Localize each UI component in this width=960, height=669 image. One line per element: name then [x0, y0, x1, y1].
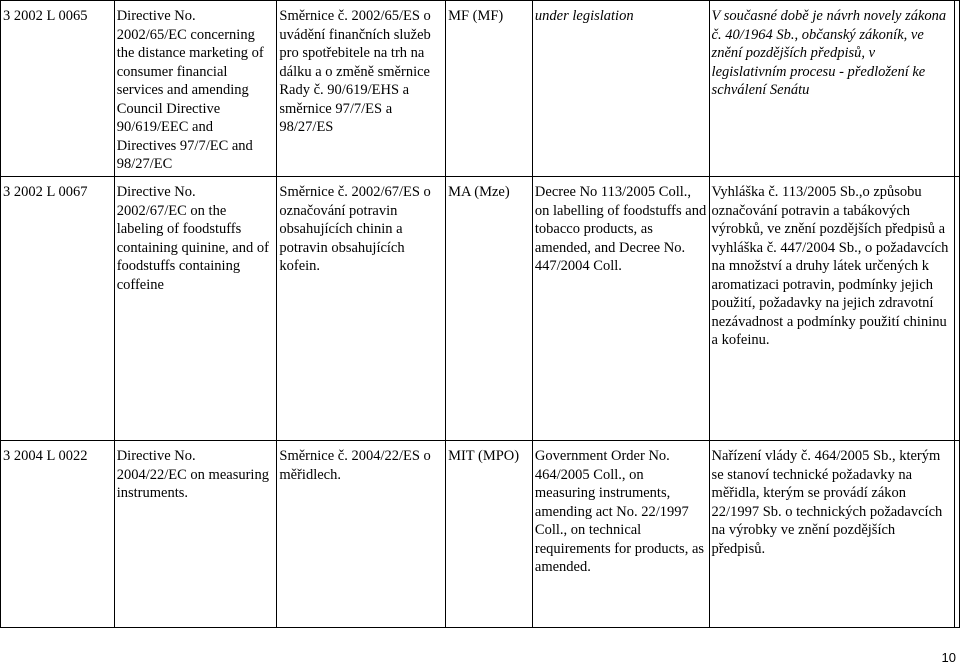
ministry-cell: MF (MF)	[446, 1, 533, 177]
directive-cz-cell: Směrnice č. 2004/22/ES o měřidlech.	[277, 441, 446, 628]
spacer-cell	[954, 441, 959, 628]
celex-number-cell: 3 2002 L 0065	[1, 1, 115, 177]
table-row	[1, 441, 960, 628]
spacer-cell	[954, 177, 959, 441]
legislation-en-cell: Decree No 113/2005 Coll., on labelling of foodstuffs and tobacco products, as amended, and Decree No. 447/2004 Coll.	[532, 177, 709, 441]
celex-number-cell: 3 2004 L 0022	[1, 441, 115, 628]
directive-en-cell: Directive No. 2002/65/EC concerning the distance marketing of consumer financial services and amending Council Directive 90/619/EEC and Directives 97/7/EC and 98/27/EC	[114, 1, 277, 177]
legislation-en-cell: under legislation	[532, 1, 709, 177]
table-row	[1, 177, 960, 441]
legislation-cz-cell: Nařízení vlády č. 464/2005 Sb., kterým se stanoví technické požadavky na měřidla, kterým se provádí zákon 22/1997 Sb. o technických požadavcích na výrobky ve znění pozdějších předpisů.	[709, 441, 954, 628]
page-number: 10	[941, 649, 956, 665]
directive-en-cell: Directive No. 2004/22/EC on measuring instruments.	[114, 441, 277, 628]
table-row	[1, 1, 960, 177]
legislation-cz-cell: Vyhláška č. 113/2005 Sb.,o způsobu označování potravin a tabákových výrobků, ve znění pozdějších předpisů a vyhláška č. 447/2004 Sb., o požadavcích na množství a druhy látek určených k aromatizaci potravin, podmínky jejich použití, požadavky na jejich zdravotní nezávadnost a podmínky použití chininu a kofeinu.	[709, 177, 954, 441]
spacer-cell	[954, 1, 959, 177]
celex-number-cell: 3 2002 L 0067	[1, 177, 115, 441]
ministry-cell: MIT (MPO)	[446, 441, 533, 628]
legislation-en-cell: Government Order No. 464/2005 Coll., on measuring instruments, amending act No. 22/1997 Coll., on technical requirements for products, as amended.	[532, 441, 709, 628]
ministry-cell: MA (Mze)	[446, 177, 533, 441]
directive-cz-cell: Směrnice č. 2002/67/ES o označování potravin obsahujících chinin a potravin obsahujících kofein.	[277, 177, 446, 441]
legislation-cz-cell: V současné době je návrh novely zákona č. 40/1964 Sb., občanský zákoník, ve znění pozdějších předpisů, v legislativním procesu - předložení ke schválení Senátu	[709, 1, 954, 177]
directive-en-cell: Directive No. 2002/67/EC on the labeling of foodstuffs containing quinine, and of foodstuffs containing coffeine	[114, 177, 277, 441]
directive-cz-cell: Směrnice č. 2002/65/ES o uvádění finančních služeb pro spotřebitele na trh na dálku a o změně směrnice Rady č. 90/619/EHS a směrnice 97/7/ES a 98/27/ES	[277, 1, 446, 177]
